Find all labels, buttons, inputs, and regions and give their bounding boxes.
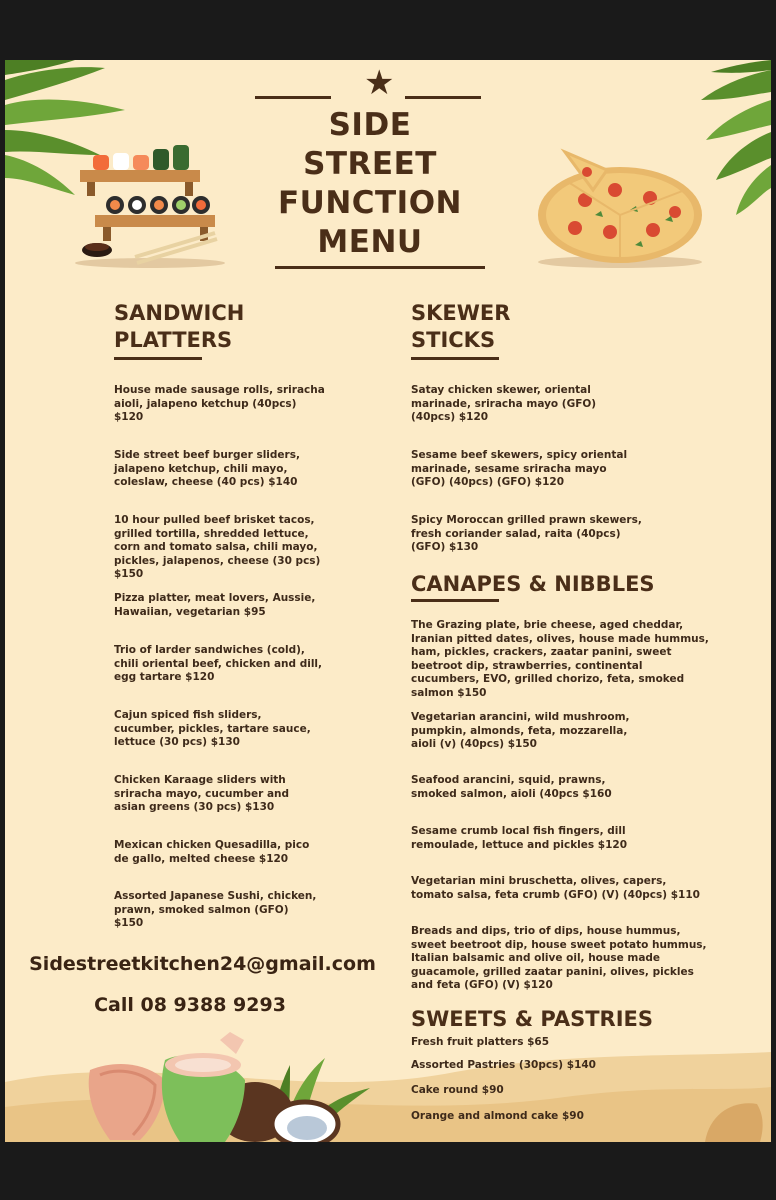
- menu-item: Trio of larder sandwiches (cold), chili oriental beef, chicken and dill, egg tartare $120: [114, 644, 323, 683]
- menu-item: Cake round $90: [411, 1084, 504, 1096]
- menu-item: The Grazing plate, brie cheese, aged cheddar, Iranian pitted dates, olives, house made hummus, ham, pickles, crackers, zaatar panini, sweet beetroot dip, strawberries, continental cucumbers, EVO, grilled chorizo, feta, smoked salmon $150: [411, 619, 709, 699]
- menu-item: Mexican chicken Quesadilla, pico de gallo, melted cheese $120: [114, 839, 310, 865]
- menu-item: Breads and dips, trio of dips, house hummus, sweet beetroot dip, house sweet potato hummus, Italian balsamic and olive oil, house made guacamole, grilled zaatar panini, olives, pickles and feta (GFO) (V) $120: [411, 925, 707, 991]
- section-underline: [411, 599, 499, 602]
- menu-item: Fresh fruit platters $65: [411, 1036, 550, 1048]
- menu-title: SIDE STREET FUNCTION MENU: [277, 107, 463, 260]
- section-heading-skewer: SKEWER STICKS: [411, 301, 511, 352]
- menu-item: Spicy Moroccan grilled prawn skewers, fresh coriander salad, raita (40pcs) (GFO) $130: [411, 514, 642, 553]
- menu-item: Orange and almond cake $90: [411, 1110, 584, 1122]
- sushi-illustration: [75, 145, 225, 270]
- menu-item: Vegetarian arancini, wild mushroom, pumpkin, almonds, feta, mozzarella, aioli (v) (40pcs) $150: [411, 711, 630, 750]
- section-heading-sweets: SWEETS & PASTRIES: [411, 1007, 653, 1031]
- menu-item: House made sausage rolls, sriracha aioli, jalapeno ketchup (40pcs) $120: [114, 384, 325, 423]
- menu-item: Vegetarian mini bruschetta, olives, capers, tomato salsa, feta crumb (GFO) (V) (40pcs) $110: [411, 875, 700, 901]
- title-divider: [405, 96, 481, 99]
- section-heading-canapes: CANAPES & NIBBLES: [411, 572, 655, 596]
- menu-item: Seafood arancini, squid, prawns, smoked salmon, aioli (40pcs $160: [411, 774, 612, 800]
- title-divider: [255, 96, 331, 99]
- menu-item: Cajun spiced fish sliders, cucumber, pickles, tartare sauce, lettuce (30 pcs) $130: [114, 709, 311, 748]
- contact-email[interactable]: Sidestreetkitchen24@gmail.com: [29, 953, 376, 975]
- contact-phone[interactable]: Call 08 9388 9293: [94, 994, 286, 1016]
- pizza-illustration: [535, 150, 705, 270]
- title-divider: [275, 266, 485, 269]
- menu-item: Sesame crumb local fish fingers, dill remoulade, lettuce and pickles $120: [411, 825, 628, 851]
- menu-item: 10 hour pulled beef brisket tacos, grilled tortilla, shredded lettuce, corn and tomato salsa, chili mayo, pickles, jalapenos, cheese (30 pcs) $150: [114, 514, 321, 580]
- menu-item: Side street beef burger sliders, jalapeno ketchup, chili mayo, coleslaw, cheese (40 pcs) $140: [114, 449, 300, 488]
- menu-item: Chicken Karaage sliders with sriracha mayo, cucumber and asian greens (30 pcs) $130: [114, 774, 290, 813]
- menu-page: [5, 60, 771, 1142]
- coconut-illustration: [85, 1040, 375, 1142]
- section-heading-sandwich: SANDWICH PLATTERS: [114, 301, 245, 352]
- menu-item: Assorted Japanese Sushi, chicken, prawn, smoked salmon (GFO) $150: [114, 890, 317, 929]
- star-icon: ★: [364, 64, 395, 102]
- menu-item: Satay chicken skewer, oriental marinade, sriracha mayo (GFO) (40pcs) $120: [411, 384, 597, 423]
- menu-item: Pizza platter, meat lovers, Aussie, Hawaiian, vegetarian $95: [114, 592, 316, 618]
- menu-item: Sesame beef skewers, spicy oriental marinade, sesame sriracha mayo (GFO) (40pcs) (GFO) $120: [411, 449, 628, 488]
- section-underline: [411, 357, 499, 360]
- section-underline: [114, 357, 202, 360]
- menu-item: Assorted Pastries (30pcs) $140: [411, 1059, 596, 1071]
